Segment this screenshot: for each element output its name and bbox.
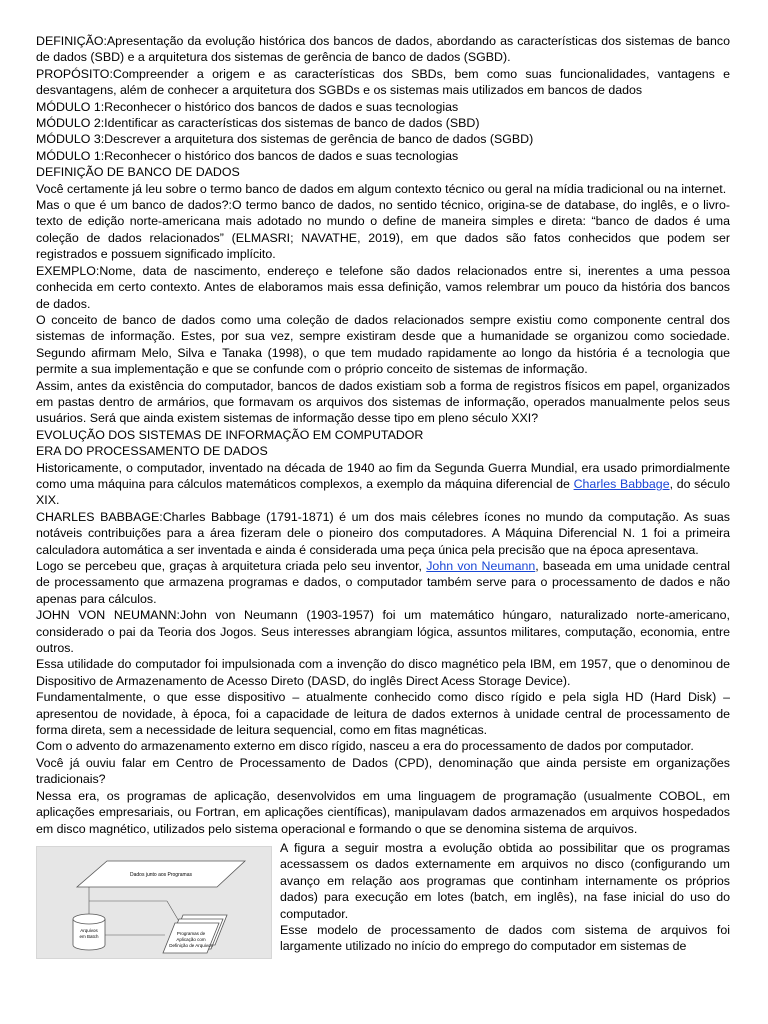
body-paragraph: Você já ouviu falar em Centro de Processamento de Dados (CPD), denominação que ainda persiste em organizações tradicionais? <box>36 755 730 787</box>
figure-caption-column <box>280 840 730 959</box>
file-system-diagram <box>36 846 272 959</box>
module-2-line: MÓDULO 2:Identificar as características dos sistemas de banco de dados (SBD) <box>36 116 480 131</box>
babbage-note-paragraph: CHARLES BABBAGE:Charles Babbage (1791-1871) é um dos mais célebres ícones no mundo da computação. As suas notáveis contribuições para a área fizeram dele o pioneiro dos computadores. A Máquina Diferencial N. 1 foi a primeira calculadora automática a ser inventada e ainda é considerada uma peça única pela precisão que na época apresentava. <box>36 509 730 557</box>
text-span: , do século XIX. <box>36 476 731 508</box>
body-paragraph: Essa utilidade do computador foi impulsionada com a invenção do disco magnético pela IBM, em 1957, que o denominou de Dispositivo de Armazenamento de Acesso Direto (DASD, do inglês Direct Acess Storage Device). <box>36 657 730 688</box>
purpose-paragraph: PROPÓSITO:Compreender a origem e as características dos SBDs, bem como suas funcionalidades, vantagens e desvantagens, além de conhecer a arquitetura dos SGBDs e os sistemas mais utilizados em bancos de dados <box>36 66 730 98</box>
section-heading-data-processing-era: ERA DO PROCESSAMENTO DE DADOS <box>36 444 268 459</box>
programs-label-line-1: Programas de <box>176 930 206 936</box>
section-heading-definition: DEFINIÇÃO DE BANCO DE DADOS <box>36 165 240 180</box>
top-parallelogram-label: Dados junto aos Programas <box>130 871 192 878</box>
body-paragraph: O conceito de banco de dados como uma coleção de dados relacionados sempre existiu como componente central dos sistemas de informação. Estes, por sua vez, sempre existiram desde que a humanidade se organizou como sociedade. Segundo afirmam Melo, Silva e Tanaka (1998), o que tem mudado rapidamente ao longo da história é a tecnologia que permite a sua implementação e que se confunde com o próprio conceito de sistemas de informação. <box>36 312 730 377</box>
module-3-line: MÓDULO 3:Descrever a arquitetura dos sistemas de gerência de banco de dados (SGBD) <box>36 132 534 147</box>
body-paragraph: Esse modelo de processamento de dados com sistema de arquivos foi largamente utilizado no início do emprego do computador em sistemas de <box>280 922 730 954</box>
text-span: Logo se percebeu que, graças à arquitetura criada pelo seu inventor, <box>36 559 427 573</box>
diagram-svg <box>37 847 271 958</box>
body-paragraph: Com o advento do armazenamento externo em disco rígido, nasceu a era do processamento de dados por computador. <box>36 739 694 754</box>
body-paragraph: A figura a seguir mostra a evolução obtida ao possibilitar que os programas acessassem os dados externamente em arquivos no disco (configurando um avanço em relação aos programas que continham internamente os próprios dados) para execução em lotes (batch, em inglês), na fase inicial do uso do computador. <box>280 840 730 921</box>
disk-label-line-1: Arquivos <box>80 927 98 933</box>
body-paragraph: Assim, antes da existência do computador, bancos de dados existiam sob a forma de registros físicos em papel, organizados em pastas dentro de armários, que formavam os arquivos dos sistemas de informação, operados manualmente pelos seus usuários. Será que ainda existem sistemas de informação desse tipo em pleno século XXI? <box>36 378 730 426</box>
disk-label-line-2: em Batch <box>79 933 99 939</box>
document-page <box>36 33 730 959</box>
disk-cylinder-top <box>73 914 105 924</box>
body-paragraph: Mas o que é um banco de dados?:O termo banco de dados, no sentido técnico, origina-se de database, do inglês, e o livro-texto de edição norte-americana mais adotado no mundo o define de maneira simples e direta: “banco de dados é uma coleção de dados relacionados” (ELMASRI; NAVATHE, 2019), em que dados são fatos conhecidos que podem ser registrados e possuem significado implícito. <box>36 198 730 262</box>
body-paragraph: Fundamentalmente, o que esse dispositivo – atualmente conhecido como disco rígido e pela sigla HD (Hard Disk) – apresentou de novidade, à época, foi a capacidade de leitura de dados externos à unidade central de processamento de forma direta, sem a necessidade de leitura sequencial, como em fitas magnéticas. <box>36 690 730 738</box>
john-von-neumann-link[interactable]: John von Neumann <box>426 559 536 573</box>
programs-label-line-3: Definição de Arquivos <box>169 942 213 948</box>
body-paragraph: Você certamente já leu sobre o termo banco de dados em algum contexto técnico ou geral na mídia tradicional ou na internet. <box>36 181 727 196</box>
module-1-line: MÓDULO 1:Reconhecer o histórico dos bancos de dados e suas tecnologias <box>36 99 459 114</box>
definition-paragraph: DEFINIÇÃO:Apresentação da evolução histórica dos bancos de dados, abordando as características dos sistemas de banco de dados (SBD) e a arquitetura dos sistemas de gerência de banco de dados (SGBD). <box>36 34 730 65</box>
charles-babbage-link[interactable]: Charles Babbage <box>573 476 670 491</box>
example-paragraph: EXEMPLO:Nome, data de nascimento, endereço e telefone são dados relacionados entre si, inerentes a uma pessoa conhecida em certo contexto. Antes de elaboramos mais essa definição, vamos relembrar um pouco da história dos bancos de dados. <box>36 263 730 311</box>
body-paragraph <box>36 460 730 509</box>
figure-row <box>36 840 730 959</box>
module-1-repeat-line: MÓDULO 1:Reconhecer o histórico dos bancos de dados e suas tecnologias <box>36 148 459 163</box>
connector-line <box>167 901 180 923</box>
von-neumann-note-paragraph: JOHN VON NEUMANN:John von Neumann (1903-1957) foi um matemático húngaro, naturalizado norte-americano, considerado o pai da Teoria dos Jogos. Seus interesses abrangiam lógica, assuntos militares, computação, economia, entre outros. <box>36 608 730 656</box>
text-span: , baseada em uma unidade central de processamento que armazena programas e dados, o computador também serve para o processamento de dados e não apenas para cálculos. <box>36 559 730 606</box>
body-paragraph: Nessa era, os programas de aplicação, desenvolvidos em uma linguagem de programação (usualmente COBOL, em aplicações empresariais, ou Fortran, em aplicações científicas), manipulavam dados armazenados em arquivos hospedados em disco magnético, utilizados pelo sistema operacional e formando o que se denomina sistema de arquivos. <box>36 788 730 836</box>
programs-label-line-2: Aplicação com <box>176 936 206 942</box>
section-heading-evolution: EVOLUÇÃO DOS SISTEMAS DE INFORMAÇÃO EM COMPUTADOR <box>36 427 424 442</box>
body-paragraph <box>36 558 730 607</box>
text-span: Historicamente, o computador, inventado na década de 1940 ao fim da Segunda Guerra Mundial, era usado primordialmente como uma máquina para cálculos matemáticos complexos, a exemplo da máquina diferencial de <box>36 460 730 491</box>
